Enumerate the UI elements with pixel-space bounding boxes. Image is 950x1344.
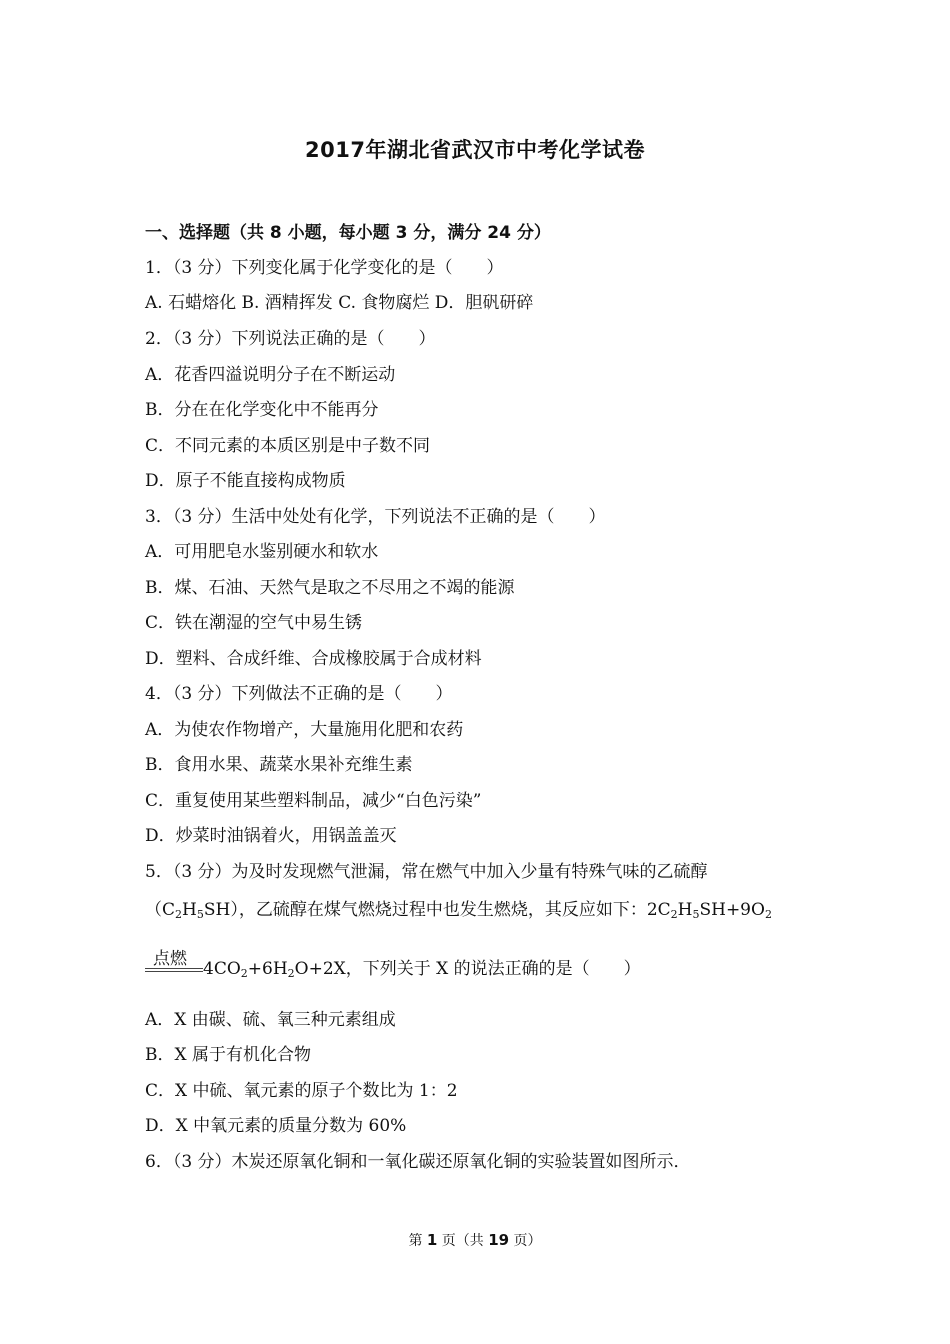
q2-stem: 2．（3 分）下列说法正确的是（ ） bbox=[145, 329, 436, 349]
reaction-condition bbox=[145, 944, 201, 984]
page-footer: 第 1 页（共 19 页） bbox=[408, 1231, 542, 1249]
q3-option-c: C．铁在潮湿的空气中易生锈 bbox=[145, 613, 363, 633]
q5-option-b: B．X 属于有机化合物 bbox=[145, 1045, 311, 1065]
q3-option-a: A．可用肥皂水鉴别硬水和软水 bbox=[145, 542, 379, 562]
page-title: 2017年湖北省武汉市中考化学试卷 bbox=[305, 138, 645, 162]
q5-equation: $4CO_2+6H_2O+2X$，下列关于 X 的说法正确的是（ ） bbox=[203, 959, 641, 980]
q5-option-d: D．X 中氧元素的质量分数为 60% bbox=[145, 1116, 407, 1136]
section-heading: 一、选择题（共 8 小题，每小题 3 分，满分 24 分） bbox=[145, 223, 551, 243]
q4-option-d: D．炒菜时油锅着火，用锅盖盖灭 bbox=[145, 826, 397, 846]
q5-option-c: C．X 中硫、氧元素的原子个数比为 1：2 bbox=[145, 1081, 458, 1101]
q5-line2: $(C_2H_5SH)$，乙硫醇在煤气燃烧过程中也发生燃烧，其反应如下：$2C_2H_5SH+9O_2$ bbox=[145, 900, 772, 921]
q2-option-b: B．分在在化学变化中不能再分 bbox=[145, 400, 379, 420]
q4-option-a: A．为使农作物增产，大量施用化肥和农药 bbox=[145, 720, 464, 740]
q2-option-c: C．不同元素的本质区别是中子数不同 bbox=[145, 436, 431, 456]
q3-stem: 3．（3 分）生活中处处有化学，下列说法不正确的是（ ） bbox=[145, 507, 606, 527]
q3-option-d: D．塑料、合成纤维、合成橡胶属于合成材料 bbox=[145, 649, 482, 669]
q5-option-a: A．X 由碳、硫、氧三种元素组成 bbox=[145, 1010, 396, 1030]
page-total: 19 bbox=[488, 1231, 510, 1249]
page-number: 1 bbox=[426, 1231, 438, 1249]
condition-label: 点燃 bbox=[153, 949, 187, 969]
q4-stem: 4．（3 分）下列做法不正确的是（ ） bbox=[145, 684, 453, 704]
equals-bar bbox=[145, 971, 203, 972]
equals-bar bbox=[145, 968, 203, 969]
q5-stem: 5．（3 分）为及时发现燃气泄漏，常在燃气中加入少量有特殊气味的乙硫醇 bbox=[145, 862, 708, 882]
q1-stem: 1．（3 分）下列变化属于化学变化的是（ ） bbox=[145, 258, 504, 278]
q6-stem: 6．（3 分）木炭还原氧化铜和一氧化碳还原氧化铜的实验装置如图所示． bbox=[145, 1152, 691, 1172]
q3-option-b: B．煤、石油、天然气是取之不尽用之不竭的能源 bbox=[145, 578, 515, 598]
q2-option-d: D．原子不能直接构成物质 bbox=[145, 471, 346, 491]
q1-options: A. 石蜡熔化 B. 酒精挥发 C. 食物腐烂 D．胆矾研碎 bbox=[145, 293, 534, 313]
q4-option-c: C．重复使用某些塑料制品，减少“白色污染” bbox=[145, 791, 482, 811]
q4-option-b: B．食用水果、蔬菜水果补充维生素 bbox=[145, 755, 413, 775]
q2-option-a: A．花香四溢说明分子在不断运动 bbox=[145, 365, 396, 385]
